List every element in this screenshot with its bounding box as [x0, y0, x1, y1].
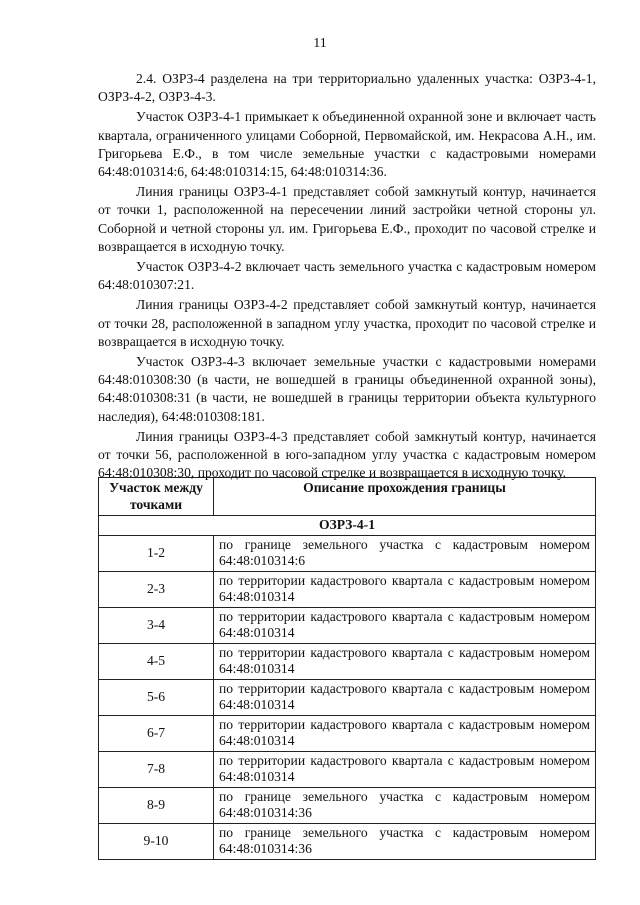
paragraph: Участок ОЗРЗ-4-1 примыкает к объединенной охранной зоне и включает часть квартала, ограниченного улицами Соборной, Первомайской, им. Некрасова А.Н., им. Григорьева Е.Ф., в том числе земельные участки с кадастровыми номерами 64:48:010314:6, 64:48:010314:15, 64:48:010314:36. — [98, 109, 596, 180]
description-text: по территории кадастрового квартала с кадастровым номером 64:48:010314 — [219, 572, 590, 604]
segment-cell: 9-10 — [99, 823, 214, 859]
segment-cell: 8-9 — [99, 787, 214, 823]
description-cell — [214, 607, 596, 643]
paragraph: Линия границы ОЗРЗ-4-1 представляет собой замкнутый контур, начинается от точки 1, расположенной на пересечении линий застройки четной стороны ул. Соборной и четной стороны ул. им. Григорьева Е.Ф., проходит по часовой стрелке и возвращается в исходную точку. — [98, 184, 596, 254]
description-text: по территории кадастрового квартала с кадастровым номером 64:48:010314 — [219, 644, 590, 676]
description-cell — [214, 571, 596, 607]
table-row — [99, 571, 596, 607]
description-cell — [214, 751, 596, 787]
section-row — [99, 516, 596, 536]
table-row — [99, 751, 596, 787]
description-text: по границе земельного участка с кадастровым номером 64:48:010314:36 — [219, 824, 590, 856]
section-title: ОЗРЗ-4-1 — [99, 516, 596, 536]
paragraph: Линия границы ОЗРЗ-4-2 представляет собой замкнутый контур, начинается от точки 28, расположенной в западном углу участка, проходит по часовой стрелке и возвращается в исходную точку. — [98, 297, 596, 349]
table-row — [99, 823, 596, 859]
boundary-table — [98, 477, 596, 860]
table-row — [99, 643, 596, 679]
description-cell — [214, 715, 596, 751]
segment-cell: 7-8 — [99, 751, 214, 787]
paragraph: 2.4. ОЗРЗ-4 разделена на три территориально удаленных участка: ОЗРЗ-4-1, ОЗРЗ-4-2, ОЗРЗ-4-3. — [98, 71, 596, 105]
description-text: по территории кадастрового квартала с кадастровым номером 64:48:010314 — [219, 608, 590, 640]
description-text: по границе земельного участка с кадастровым номером 64:48:010314:6 — [219, 536, 590, 568]
table-row — [99, 535, 596, 571]
description-cell — [214, 787, 596, 823]
header-segment: Участок между точками — [99, 478, 214, 516]
segment-cell: 2-3 — [99, 571, 214, 607]
table-row — [99, 715, 596, 751]
segment-cell: 6-7 — [99, 715, 214, 751]
description-cell — [214, 823, 596, 859]
paragraph: Участок ОЗРЗ-4-3 включает земельные участки с кадастровыми номерами 64:48:010308:30 (в части, не вошедшей в границы объединенной охранной зоны), 64:48:010308:31 (в части, не вошедшей в границы территории объекта культурного наследия), 64:48:010308:181. — [98, 354, 596, 424]
description-text: по границе земельного участка с кадастровым номером 64:48:010314:36 — [219, 788, 590, 820]
description-cell — [214, 535, 596, 571]
segment-cell: 3-4 — [99, 607, 214, 643]
description-cell — [214, 679, 596, 715]
table-row — [99, 607, 596, 643]
header-description: Описание прохождения границы — [214, 478, 596, 516]
segment-cell: 5-6 — [99, 679, 214, 715]
table-row — [99, 679, 596, 715]
table-row — [99, 787, 596, 823]
segment-cell: 4-5 — [99, 643, 214, 679]
segment-cell: 1-2 — [99, 535, 214, 571]
description-text: по территории кадастрового квартала с кадастровым номером 64:48:010314 — [219, 752, 590, 784]
description-text: по территории кадастрового квартала с кадастровым номером 64:48:010314 — [219, 716, 590, 748]
description-text: по территории кадастрового квартала с кадастровым номером 64:48:010314 — [219, 680, 590, 712]
paragraph: Участок ОЗРЗ-4-2 включает часть земельного участка с кадастровым номером 64:48:010307:21. — [98, 259, 596, 293]
table-header-row — [99, 478, 596, 516]
body-text — [98, 70, 596, 484]
paragraph: Линия границы ОЗРЗ-4-3 представляет собой замкнутый контур, начинается от точки 56, расположенной в юго-западном углу участка с кадастровым номером 64:48:010308:30, проходит по часовой стрелке и возвращается в исходную точку. — [98, 428, 596, 481]
description-cell — [214, 643, 596, 679]
page-number: 11 — [313, 36, 327, 51]
